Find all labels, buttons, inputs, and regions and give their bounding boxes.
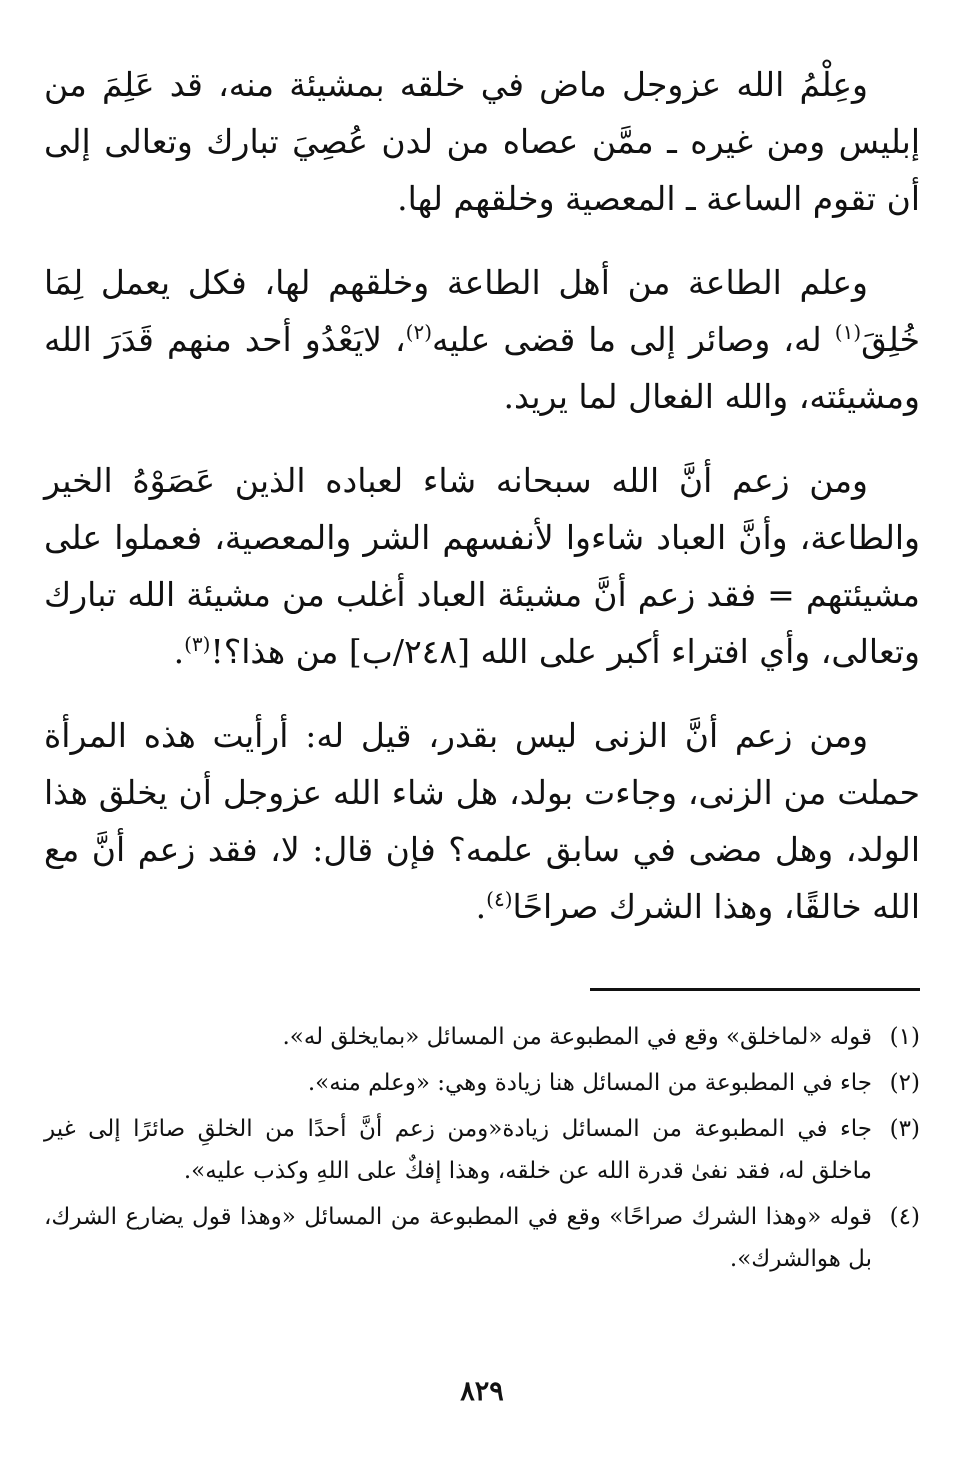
footnote-number: (٢)	[889, 1070, 920, 1096]
page-number: ٨٢٩	[460, 1376, 504, 1407]
footnote-number: (١)	[889, 1024, 920, 1050]
footnote-number: (٣)	[889, 1116, 920, 1142]
footnote-4	[44, 1196, 920, 1280]
footnote-ref-3: (٣)	[184, 632, 211, 656]
paragraph-2-text-c: ، لايَعْدُو أحد منهم قَدَرَ الله ومشيئته، والله الفعال لما يريد.	[44, 320, 920, 416]
paragraph-2-text-a: وعلم الطاعة من أهل الطاعة وخلقهم لها، فكل يعمل لِمَا خُلِقَ	[44, 263, 920, 359]
paragraph-4-text-a: ومن زعم أنَّ الزنى ليس بقدر، قيل له: أرأيت هذه المرأة حملت من الزنى، وجاءت بولد، هل شاء الله عزوجل أن يخلق هذا الولد، وهل مضى في سابق علمه؟ فإن قال: لا، فقد زعم أنَّ مع الله خالقًا، وهذا الشرك صراحًا	[44, 716, 920, 926]
paragraph-4-text-b: .	[475, 887, 487, 926]
footnotes	[44, 1016, 920, 1284]
paragraph-2	[44, 254, 920, 425]
footnote-ref-1: (١)	[834, 320, 862, 344]
footnote-ref-4: (٤)	[486, 887, 513, 911]
main-text	[44, 56, 920, 962]
footnote-number: (٤)	[889, 1204, 920, 1230]
footnote-ref-2: (٢)	[405, 320, 433, 344]
paragraph-4	[44, 707, 920, 935]
paragraph-2-text-b: له، وصائر إلى ما قضى عليه	[432, 320, 835, 359]
footnote-text: قوله «لماخلق» وقع في المطبوعة من المسائل «بمايخلق له».	[282, 1024, 872, 1050]
footnote-3	[44, 1108, 920, 1192]
footnote-text: جاء في المطبوعة من المسائل هنا زيادة وهي: «وعلم منه».	[307, 1070, 872, 1096]
footnote-divider	[590, 988, 920, 991]
paragraph-3	[44, 452, 920, 680]
footnote-text: قوله «وهذا الشرك صراحًا» وقع في المطبوعة من المسائل «وهذا قول يضارع الشرك، بل هوالشرك».	[44, 1204, 872, 1272]
paragraph-3-text-b: .	[173, 632, 185, 671]
paragraph-1	[44, 56, 920, 227]
footnote-2	[44, 1062, 920, 1104]
footnote-1	[44, 1016, 920, 1058]
paragraph-1-text: وعِلْمُ الله عزوجل ماض في خلقه بمشيئة منه، قد عَلِمَ من إبليس ومن غيره ـ ممَّن عصاه من لدن عُصِيَ تبارك وتعالى إلى أن تقوم الساعة ـ المعصية وخلقهم لها.	[44, 65, 920, 218]
footnote-text: جاء في المطبوعة من المسائل زيادة«ومن زعم أنَّ أحدًا من الخلقِ صائرًا إلى غير ماخلق له، فقد نفىٰ قدرة الله عن خلقه، وهذا إفكٌ على اللهِ وكذب عليه».	[44, 1116, 872, 1184]
paragraph-3-text-a: ومن زعم أنَّ الله سبحانه شاء لعباده الذين عَصَوْهُ الخير والطاعة، وأنَّ العباد شاءوا لأنفسهم الشر والمعصية، فعملوا على مشيئتهم = فقد زعم أنَّ مشيئة العباد أغلب من مشيئة الله تبارك وتعالى، وأي افتراء أكبر على الله [٢٤٨/ب] من هذا؟!	[44, 461, 920, 671]
